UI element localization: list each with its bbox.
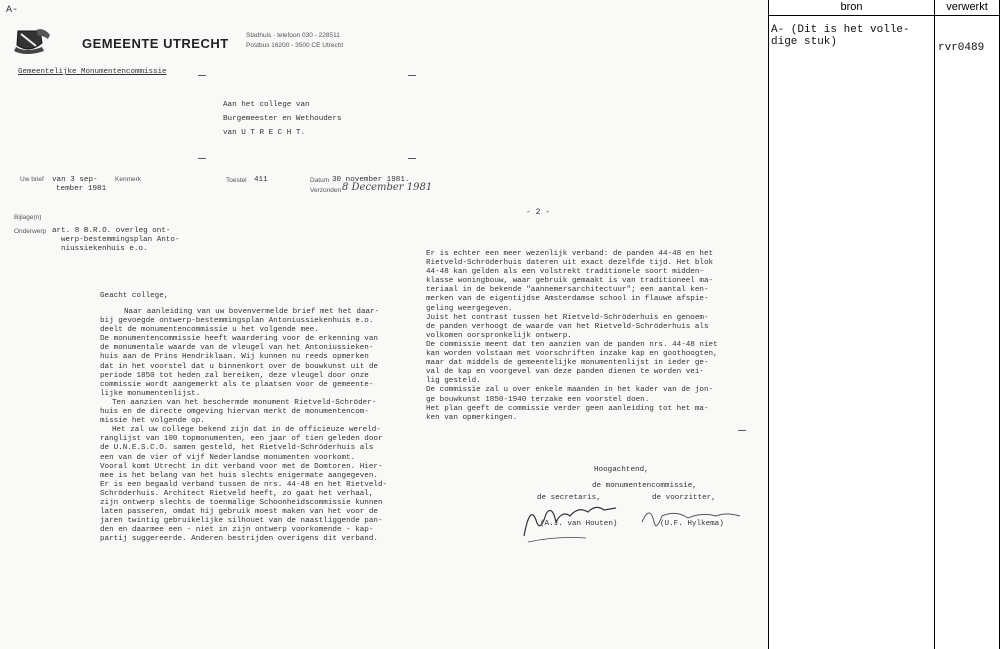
toestel-label: Toestel	[226, 177, 247, 184]
voorzitter-name: (U.F. Hylkema)	[660, 520, 724, 528]
uw-brief-value: van 3 sep- tember 1981	[52, 176, 107, 193]
fold-mark	[738, 430, 746, 431]
header-bron: bron	[840, 1, 863, 13]
addressee-line: van U T R E C H T.	[223, 129, 306, 137]
kenmerk-label: Kenmerk	[115, 176, 142, 183]
utrecht-coat-of-arms-icon	[14, 27, 74, 55]
fold-mark	[408, 75, 416, 76]
bijlagen-label: Bijlage(n)	[14, 214, 42, 221]
onderwerp-value: art. 8 B.R.O. overleg ont- werp-bestemmingsplan Anto- niussiekenhuis e.o.	[52, 227, 180, 253]
secretaris-name: (A.J. van Houten)	[540, 520, 618, 528]
verzonden-label: Verzonden	[310, 187, 342, 194]
fold-mark	[408, 158, 416, 159]
datum-label: Datum	[310, 177, 330, 184]
org-phone: Stadhuis · telefoon 030 - 228511	[246, 32, 340, 39]
uw-brief-label: Uw brief	[20, 176, 44, 183]
cell-bron: A- (Dit is het volle- dige stuk)	[771, 24, 910, 48]
verzonden-stamp: 8 December 1981	[342, 182, 433, 193]
right-body: Er is echter een meer wezenlijk verband: de panden 44-48 en het Rietveld-Schröderhuis dateren uit exact dezelfde tijd. Het blok 44-48 kan gelden als een volstrekt traditionele soort midden- klasse woningbouw, waar gebruik gemaakt is van traditioneel ma- teriaal in de bekende "aannemersarchitectuur"; een aantal ken- merken van de eigentijdse Amsterdamse school in flauwe afspie- geling weergegeven. Juist het contrast tussen het Rietveld-Schröderhuis en genoem- de panden verhoogt de waarde van het Rietveld-Schröderhuis als volkomen oorspronkelijk ontwerp. De commissie meent dat ten aanzien van de panden nrs. 44-48 niet kan worden volstaan met voorschriften inzake kap en goothoogten, maar dat middels de gemeentelijke monumentenlijst in ieder ge- val de kap en voorgevel van deze panden dienen te worden vei- lig gesteld. De commissie zal u over enkele maanden in het kader van de jon- ge bouwkunst 1850-1940 terzake een voorstel doen. Het plan geeft de commissie verder geen aanleiding tot het ma- ken van opmerkingen.	[426, 250, 718, 422]
committee: de monumentencommissie,	[592, 482, 697, 490]
addressee-block	[223, 98, 341, 140]
toestel-value: 411	[254, 176, 268, 184]
corner-mark: A-	[6, 5, 19, 16]
addressee-line: Aan het college van	[223, 101, 310, 109]
salutation: Geacht college,	[100, 292, 169, 300]
table-header-divider	[768, 15, 1000, 16]
closing: Hoogachtend,	[594, 466, 649, 474]
onderwerp-label: Onderwerp	[14, 228, 47, 235]
datum-value: 30 november 1981.	[332, 176, 410, 184]
fold-mark	[198, 75, 206, 76]
org-postbus: Postbus 16200 - 3500 CE Utrecht	[246, 42, 344, 49]
metadata-table	[768, 0, 1000, 649]
header-verwerkt: verwerkt	[946, 1, 988, 13]
voorzitter-label: de voorzitter,	[652, 494, 716, 502]
fold-mark	[198, 158, 206, 159]
table-column-divider	[934, 0, 935, 649]
page-number: - 2 -	[526, 208, 551, 217]
org-name: GEMEENTE UTRECHT	[82, 36, 229, 51]
secretaris-label: de secretaris,	[537, 494, 601, 502]
cell-verwerkt: rvr0489	[938, 42, 985, 54]
department: Gemeentelijke Monumentencommissie	[18, 68, 167, 76]
left-body: Naar aanleiding van uw bovenvermelde brief met het daar- bij gevoegde ontwerp-bestemmingsplan Antoniussiekenhuis e.o. deelt de monumentencommissie u het volgende mee. De monumentencommissie heeft waardering voor de erkenning van de monumentale waarde van de vleugel van het Antoniussieken- huis aan de Prins Hendriklaan. Wij kunnen nu reeds opmerken dat in het voorstel dat u binnenkort over de bouwkunst uit de periode 1850 tot heden zal bereiken, deze vleugel door onze commissie wordt aangemerkt als te plaatsen voor de gemeente- lijke monumentenlijst. Ten aanzien van het beschermde monument Rietveld-Schröder- huis en de directe omgeving hiervan merkt de monumentencom- missie het volgende op. Het zal uw college bekend zijn dat in de officieuze wereld- ranglijst van 100 topmonumenten, een jaar of tien geleden door de U.N.E.S.C.O. samen gesteld, het Rietveld-Schröderhuis als een van de vier of vijf Nederlandse monumenten voorkomt. Vooral komt Utrecht in dit verband voor met de Domtoren. Hier- mee is het belang van het huis slechts enigermate aangegeven. Er is een begaald verband tussen de nrs. 44-48 en het Rietveld- Schröderhuis. Architect Rietveld heeft, zo gaat het verhaal, zijn ontwerp slechts de toenmalige Schoonheidscommissie kunnen laten passeren, omdat hij gebruik moest maken van het voor de jaren twintig gebruikelijke silhouet van de naastliggende pan- den en daarmee een - niet in zijn ontwerp voorkomende - kap- partij suggereerde. Anderen bestrijden overigens dit verband.	[100, 308, 388, 544]
addressee-line: Burgemeester en Wethouders	[223, 115, 342, 123]
